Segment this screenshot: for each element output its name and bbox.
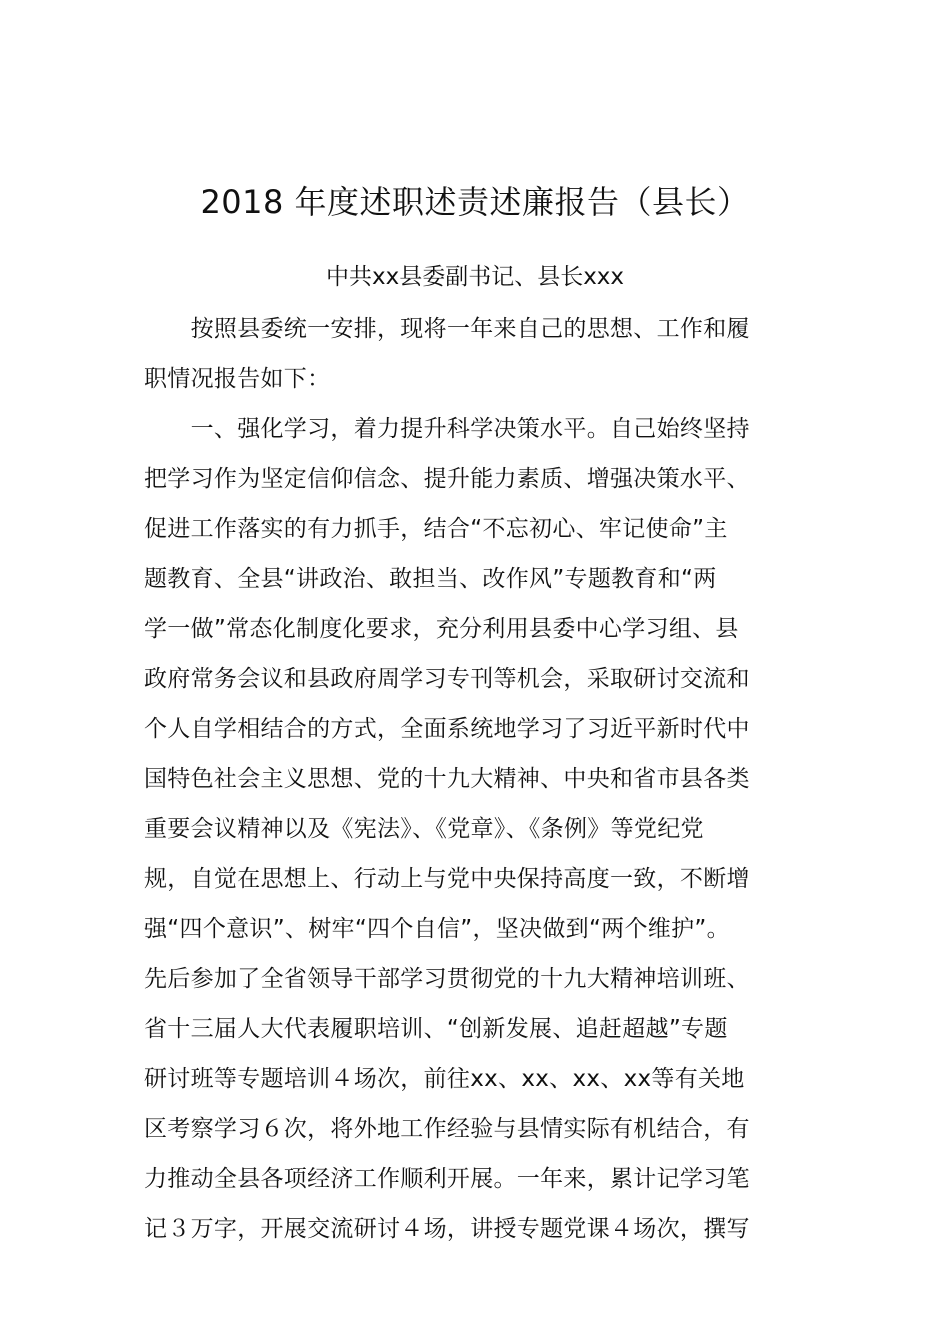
body-line: 研讨班等专题培训４场次，前往xx、xx、xx、xx等有关地: [144, 1066, 745, 1092]
body-line: 国特色社会主义思想、党的十九大精神、中央和省市县各类: [144, 766, 750, 792]
body-line: 政府常务会议和县政府周学习专刊等机会，采取研讨交流和: [144, 666, 750, 692]
document-title: 2018 年度述职述责述廉报告（县长）: [200, 183, 750, 221]
body-line: 一、强化学习，着力提升科学决策水平。自己始终坚持: [144, 416, 750, 442]
body-line: 题教育、全县“讲政治、敢担当、改作风”专题教育和“两: [144, 566, 717, 592]
body-line: 强“四个意识”、树牢“四个自信”，坚决做到“两个维护”。: [144, 916, 730, 942]
body-line: 学一做”常态化制度化要求，充分利用县委中心学习组、县: [144, 616, 739, 642]
body-line: 个人自学相结合的方式，全面系统地学习了习近平新时代中: [144, 716, 750, 742]
body-line: 省十三届人大代表履职培训、“创新发展、追赶超越”专题: [144, 1016, 728, 1042]
body-line: 重要会议精神以及《宪法》、《党章》、《条例》等党纪党: [144, 816, 704, 842]
body-line: 区考察学习６次，将外地工作经验与县情实际有机结合，有: [144, 1116, 750, 1142]
document-author: 中共xx县委副书记、县长xxx: [325, 264, 625, 290]
body-line: 按照县委统一安排，现将一年来自己的思想、工作和履: [144, 316, 750, 342]
body-line: 把学习作为坚定信仰信念、提升能力素质、增强决策水平、: [144, 466, 750, 492]
body-line: 记３万字，开展交流研讨４场，讲授专题党课４场次，撰写: [144, 1216, 750, 1242]
document-body: [144, 312, 844, 1262]
body-line: 职情况报告如下：: [144, 366, 331, 392]
body-line: 力推动全县各项经济工作顺利开展。一年来，累计记学习笔: [144, 1166, 750, 1192]
body-line: 规，自觉在思想上、行动上与党中央保持高度一致，不断增: [144, 866, 750, 892]
body-line: 促进工作落实的有力抓手，结合“不忘初心、牢记使命”主: [144, 516, 728, 542]
body-line: 先后参加了全省领导干部学习贯彻党的十九大精神培训班、: [144, 966, 750, 992]
